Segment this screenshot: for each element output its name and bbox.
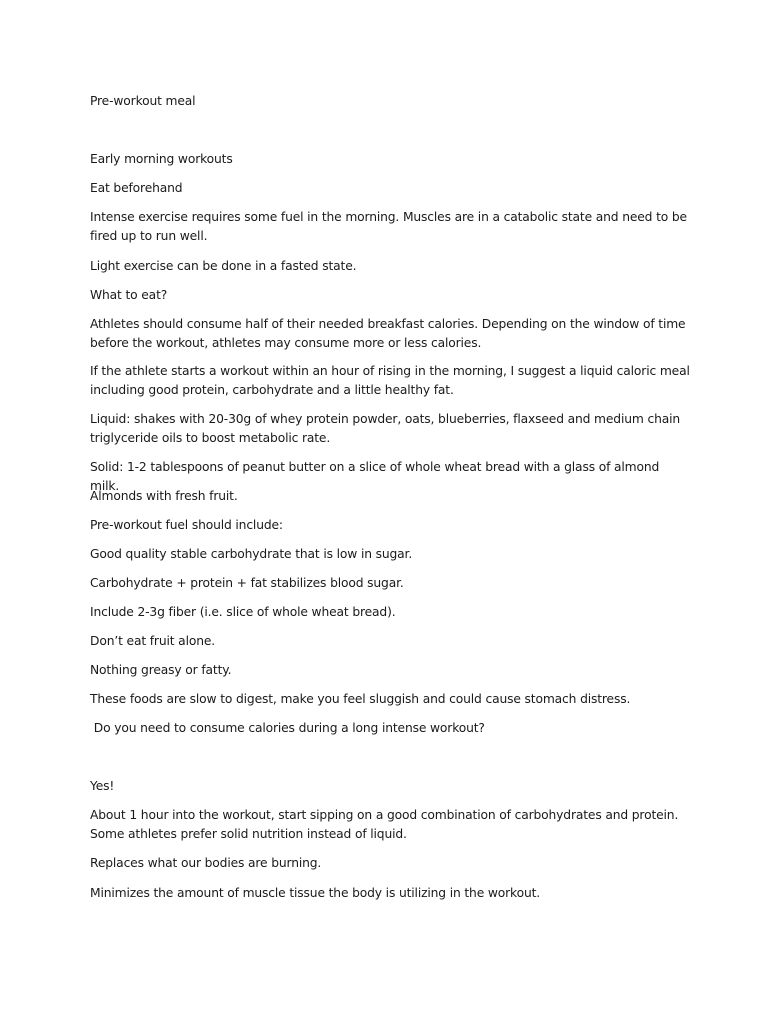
- paragraph: Don’t eat fruit alone.: [90, 634, 216, 648]
- paragraph: Early morning workouts: [90, 152, 233, 166]
- paragraph: Include 2-3g fiber (i.e. slice of whole wheat bread).: [90, 605, 396, 619]
- paragraph: Intense exercise requires some fuel in the morning. Muscles are in a catabolic state and need to be fired up to run well.: [90, 210, 687, 243]
- paragraph: Good quality stable carbohydrate that is low in sugar.: [90, 547, 413, 561]
- paragraph: Yes!: [90, 779, 115, 793]
- paragraph: Light exercise can be done in a fasted state.: [90, 259, 357, 273]
- paragraph: Do you need to consume calories during a long intense workout?: [90, 721, 485, 735]
- paragraph: What to eat?: [90, 288, 168, 302]
- paragraph: Solid: 1-2 tablespoons of peanut butter on a slice of whole wheat bread with a glass of almond milk.: [90, 460, 660, 493]
- paragraph: Pre-workout fuel should include:: [90, 518, 283, 532]
- paragraph: Almonds with fresh fruit.: [90, 489, 238, 503]
- paragraph: Nothing greasy or fatty.: [90, 663, 232, 677]
- paragraph: Carbohydrate + protein + fat stabilizes blood sugar.: [90, 576, 404, 590]
- paragraph: Minimizes the amount of muscle tissue the body is utilizing in the workout.: [90, 886, 541, 900]
- paragraph: These foods are slow to digest, make you feel sluggish and could cause stomach distress.: [90, 692, 631, 706]
- document-title: Pre-workout meal: [90, 94, 196, 108]
- paragraph: Liquid: shakes with 20-30g of whey protein powder, oats, blueberries, flaxseed and medium chain triglyceride oils to boost metabolic rate.: [90, 412, 681, 445]
- paragraph: Athletes should consume half of their needed breakfast calories. Depending on the window of time before the workout, athletes may consume more or less calories.: [90, 317, 686, 350]
- paragraph: About 1 hour into the workout, start sipping on a good combination of carbohydrates and protein. Some athletes prefer solid nutrition instead of liquid.: [90, 808, 679, 841]
- paragraph: Eat beforehand: [90, 181, 183, 195]
- paragraph: Replaces what our bodies are burning.: [90, 856, 322, 870]
- paragraph: If the athlete starts a workout within an hour of rising in the morning, I suggest a liquid caloric meal including good protein, carbohydrate and a little healthy fat.: [90, 364, 690, 397]
